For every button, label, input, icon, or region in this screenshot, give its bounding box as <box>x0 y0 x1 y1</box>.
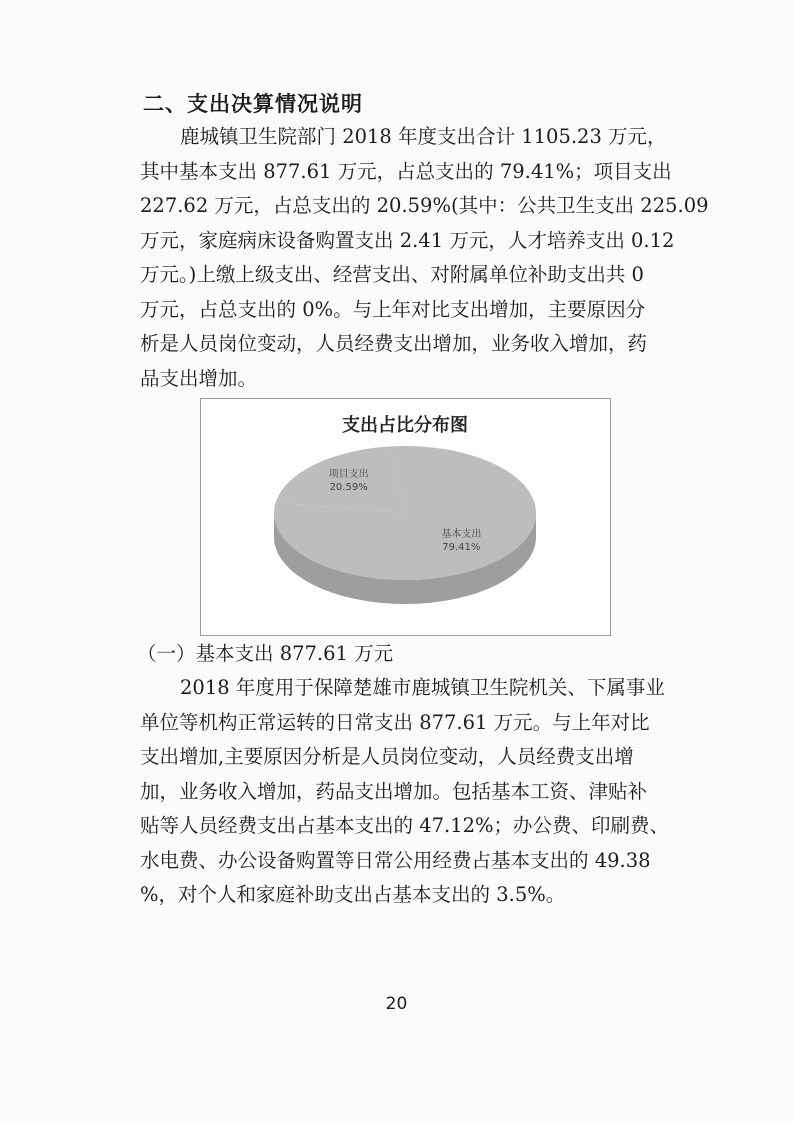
page-number: 20 <box>385 994 408 1014</box>
paragraph-line: 其中基本支出 877.61 万元，占总支出的 79.41%；项目支出 <box>140 159 672 183</box>
paragraph-line: 单位等机构正常运转的日常支出 877.61 万元。与上年对比 <box>140 710 650 734</box>
paragraph-line: 万元，家庭病床设备购置支出 2.41 万元，人才培养支出 0.12 <box>140 228 675 252</box>
paragraph-line: %，对个人和家庭补助支出占基本支出的 3.5%。 <box>140 883 566 906</box>
paragraph-line: 万元。)上缴上级支出、经营支出、对附属单位补助支出共 0 <box>140 263 644 286</box>
section-heading: 二、支出决算情况说明 <box>143 92 363 116</box>
paragraph-line: 析是人员岗位变动，人员经费支出增加，业务收入增加，药 <box>140 332 648 355</box>
paragraph-line: 227.62 万元，占总支出的 20.59%(其中：公共卫生支出 225.09 <box>140 194 709 217</box>
pie-slice-label: 基本支出 <box>441 528 482 540</box>
basic-expenditure-subheading: （一）基本支出 877.61 万元 <box>137 642 394 665</box>
paragraph-line: 贴等人员经费支出占基本支出的 47.12%；办公费、印刷费、 <box>140 814 670 837</box>
pie-slice-percent: 20.59% <box>329 482 368 494</box>
chart-title: 支出占比分布图 <box>342 415 468 436</box>
pie-slice-percent: 79.41% <box>442 541 481 553</box>
basic-expenditure-paragraph <box>140 671 670 913</box>
paragraph-line: 支出增加,主要原因分析是人员岗位变动，人员经费支出增 <box>140 745 634 768</box>
expenditure-summary-paragraph <box>140 120 709 396</box>
paragraph-line: 品支出增加。 <box>140 366 258 390</box>
paragraph-line: 鹿城镇卫生院部门 2018 年度支出合计 1105.23 万元， <box>180 125 667 148</box>
pie-slice-label: 项目支出 <box>328 469 369 481</box>
pie-group <box>274 446 536 604</box>
pie-chart-svg <box>201 399 610 635</box>
paragraph-line: 水电费、办公设备购置等日常公用经费占基本支出的 49.38 <box>140 848 651 872</box>
paragraph-line: 万元，占总支出的 0%。与上年对比支出增加，主要原因分 <box>140 297 646 321</box>
paragraph-line: 加，业务收入增加，药品支出增加。包括基本工资、津贴补 <box>140 779 648 803</box>
paragraph-line: 2018 年度用于保障楚雄市鹿城镇卫生院机关、下属事业 <box>180 676 665 699</box>
expenditure-pie-chart <box>200 398 611 636</box>
